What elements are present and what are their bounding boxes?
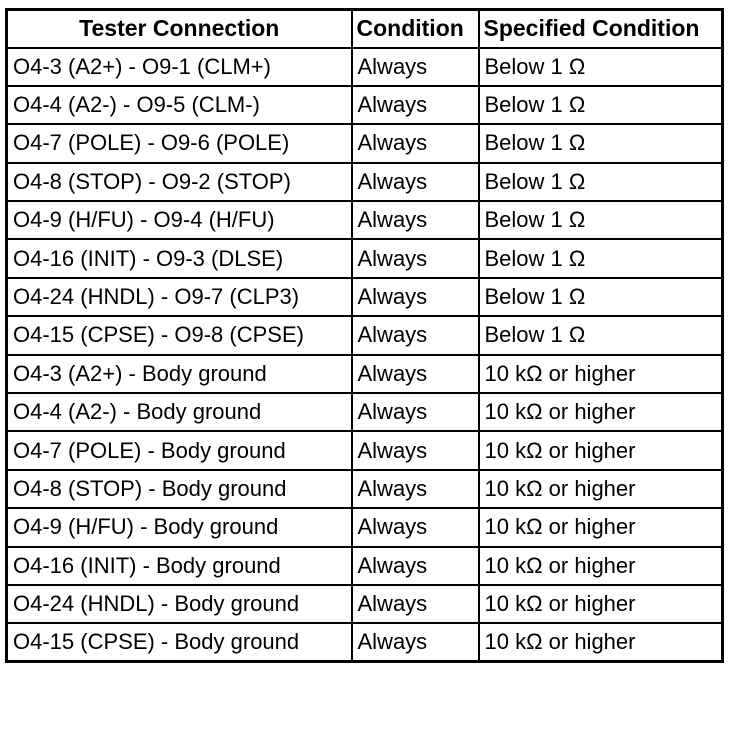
condition-cell: Always	[352, 86, 479, 124]
condition-cell: Always	[352, 393, 479, 431]
tester-connection-cell: O4-3 (A2+) - O9-1 (CLM+)	[7, 48, 352, 86]
tester-connection-cell: O4-9 (H/FU) - Body ground	[7, 508, 352, 546]
condition-cell: Always	[352, 48, 479, 86]
table-row	[7, 316, 723, 354]
specified-condition-cell: 10 kΩ or higher	[479, 547, 723, 585]
tester-connection-cell: O4-7 (POLE) - Body ground	[7, 431, 352, 469]
table-row	[7, 86, 723, 124]
table-row	[7, 393, 723, 431]
table-row	[7, 623, 723, 661]
condition-cell: Always	[352, 278, 479, 316]
table-row	[7, 48, 723, 86]
condition-cell: Always	[352, 316, 479, 354]
specified-condition-cell: Below 1 Ω	[479, 48, 723, 86]
specified-condition-cell: 10 kΩ or higher	[479, 585, 723, 623]
tester-connection-cell: O4-16 (INIT) - O9-3 (DLSE)	[7, 239, 352, 277]
specified-condition-cell: 10 kΩ or higher	[479, 393, 723, 431]
header-tester-connection: Tester Connection	[7, 10, 352, 48]
table-row	[7, 355, 723, 393]
condition-cell: Always	[352, 585, 479, 623]
table-row	[7, 278, 723, 316]
table-row	[7, 124, 723, 162]
table-row	[7, 239, 723, 277]
condition-cell: Always	[352, 470, 479, 508]
condition-cell: Always	[352, 239, 479, 277]
table-row	[7, 201, 723, 239]
condition-cell: Always	[352, 623, 479, 661]
condition-cell: Always	[352, 508, 479, 546]
specified-condition-cell: Below 1 Ω	[479, 124, 723, 162]
tester-connection-cell: O4-8 (STOP) - Body ground	[7, 470, 352, 508]
table-header-row	[7, 10, 723, 48]
tester-connection-cell: O4-24 (HNDL) - Body ground	[7, 585, 352, 623]
spec-table-container	[5, 8, 724, 663]
specified-condition-cell: Below 1 Ω	[479, 201, 723, 239]
specified-condition-cell: 10 kΩ or higher	[479, 431, 723, 469]
condition-cell: Always	[352, 201, 479, 239]
condition-cell: Always	[352, 431, 479, 469]
condition-cell: Always	[352, 124, 479, 162]
specified-condition-cell: 10 kΩ or higher	[479, 508, 723, 546]
specified-condition-cell: Below 1 Ω	[479, 316, 723, 354]
specified-condition-cell: 10 kΩ or higher	[479, 355, 723, 393]
tester-connection-cell: O4-9 (H/FU) - O9-4 (H/FU)	[7, 201, 352, 239]
table-row	[7, 163, 723, 201]
tester-connection-table	[5, 8, 724, 663]
table-row	[7, 431, 723, 469]
header-specified-condition: Specified Condition	[479, 10, 723, 48]
tester-connection-cell: O4-7 (POLE) - O9-6 (POLE)	[7, 124, 352, 162]
header-condition: Condition	[352, 10, 479, 48]
table-row	[7, 585, 723, 623]
specified-condition-cell: Below 1 Ω	[479, 278, 723, 316]
specified-condition-cell: Below 1 Ω	[479, 86, 723, 124]
table-row	[7, 508, 723, 546]
condition-cell: Always	[352, 547, 479, 585]
condition-cell: Always	[352, 163, 479, 201]
condition-cell: Always	[352, 355, 479, 393]
tester-connection-cell: O4-4 (A2-) - O9-5 (CLM-)	[7, 86, 352, 124]
tester-connection-cell: O4-8 (STOP) - O9-2 (STOP)	[7, 163, 352, 201]
specified-condition-cell: 10 kΩ or higher	[479, 623, 723, 661]
table-row	[7, 547, 723, 585]
tester-connection-cell: O4-24 (HNDL) - O9-7 (CLP3)	[7, 278, 352, 316]
tester-connection-cell: O4-3 (A2+) - Body ground	[7, 355, 352, 393]
tester-connection-cell: O4-16 (INIT) - Body ground	[7, 547, 352, 585]
specified-condition-cell: Below 1 Ω	[479, 163, 723, 201]
specified-condition-cell: Below 1 Ω	[479, 239, 723, 277]
specified-condition-cell: 10 kΩ or higher	[479, 470, 723, 508]
tester-connection-cell: O4-15 (CPSE) - O9-8 (CPSE)	[7, 316, 352, 354]
table-row	[7, 470, 723, 508]
tester-connection-cell: O4-15 (CPSE) - Body ground	[7, 623, 352, 661]
tester-connection-cell: O4-4 (A2-) - Body ground	[7, 393, 352, 431]
